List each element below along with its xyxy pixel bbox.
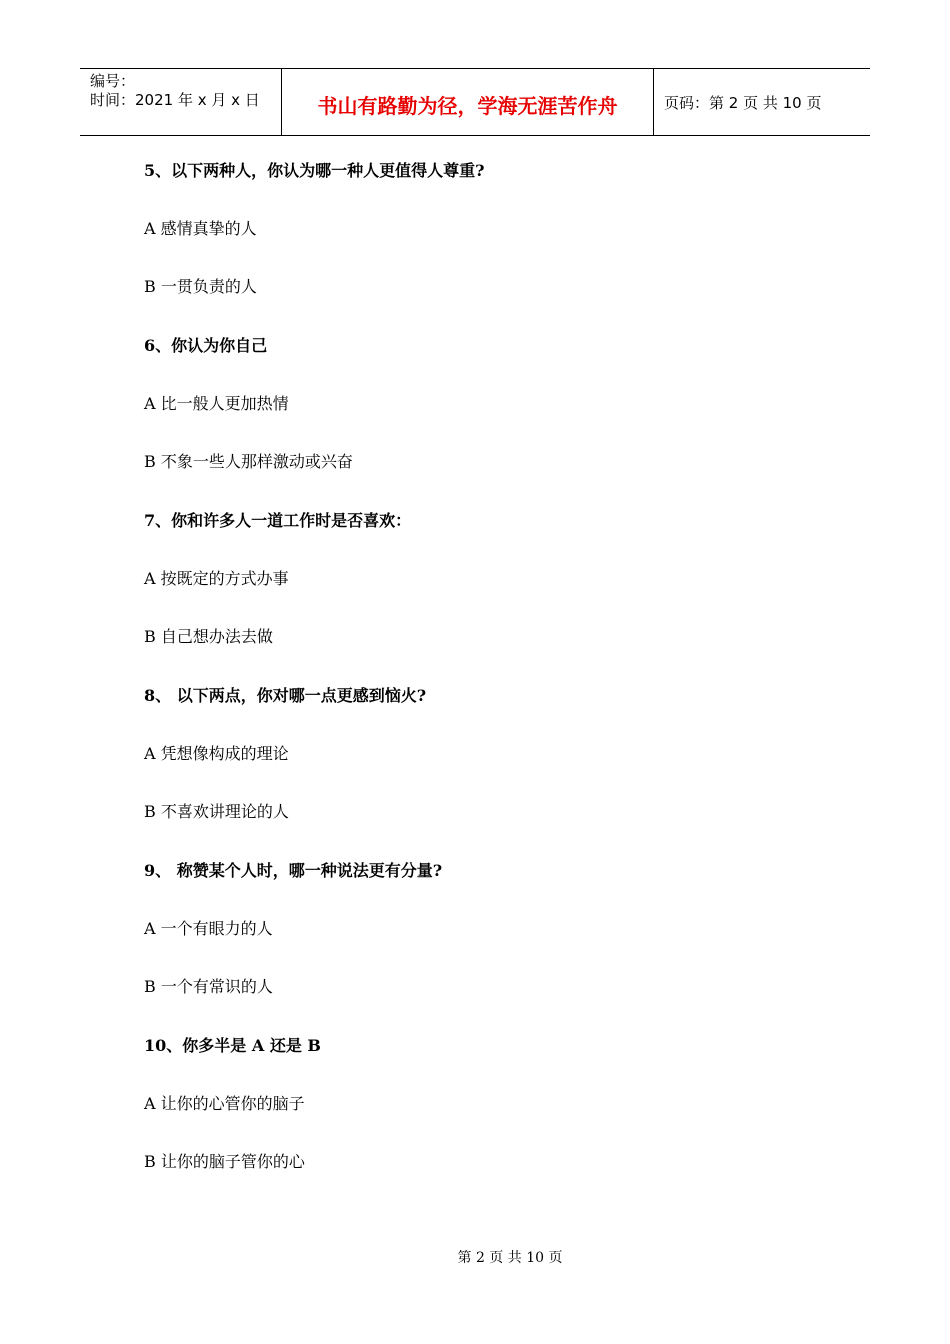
question-title: 9、 称赞某个人时，哪一种说法更有分量? bbox=[144, 861, 443, 880]
header-page-number: 页码：第 2 页 共 10 页 bbox=[664, 93, 822, 112]
question-option-a: A 凭想像构成的理论 bbox=[144, 744, 289, 763]
question-title: 7、你和许多人一道工作时是否喜欢： bbox=[144, 511, 412, 530]
question-title: 10、你多半是 A 还是 B bbox=[144, 1036, 321, 1055]
header-page-cell bbox=[654, 69, 870, 135]
question-option-b: B 不喜欢讲理论的人 bbox=[144, 802, 289, 821]
question-option-a: A 让你的心管你的脑子 bbox=[144, 1094, 305, 1113]
question-option-b: B 一个有常识的人 bbox=[144, 977, 273, 996]
footer-page-number: 第 2 页 共 10 页 bbox=[457, 1250, 563, 1266]
page-header bbox=[80, 68, 870, 136]
header-motto: 书山有路勤为径，学海无涯苦作舟 bbox=[317, 93, 618, 118]
header-motto-cell bbox=[281, 69, 654, 135]
question-option-a: A 感情真挚的人 bbox=[144, 219, 257, 238]
header-info-cell bbox=[80, 69, 281, 135]
page-footer bbox=[0, 1247, 950, 1267]
question-option-a: A 一个有眼力的人 bbox=[144, 919, 273, 938]
document-number-label: 编号： bbox=[90, 72, 136, 90]
question-option-b: B 自己想办法去做 bbox=[144, 627, 273, 646]
question-title: 5、以下两种人，你认为哪一种人更值得人尊重? bbox=[144, 161, 485, 180]
question-option-a: A 比一般人更加热情 bbox=[144, 394, 289, 413]
question-title: 6、你认为你自己 bbox=[144, 336, 268, 355]
document-date-label: 时间：2021 年 x 月 x 日 bbox=[90, 91, 260, 109]
question-option-b: B 让你的脑子管你的心 bbox=[144, 1152, 305, 1171]
question-option-a: A 按既定的方式办事 bbox=[144, 569, 289, 588]
question-option-b: B 一贯负责的人 bbox=[144, 277, 257, 296]
question-title: 8、 以下两点，你对哪一点更感到恼火? bbox=[144, 686, 427, 705]
question-option-b: B 不象一些人那样激动或兴奋 bbox=[144, 452, 353, 471]
